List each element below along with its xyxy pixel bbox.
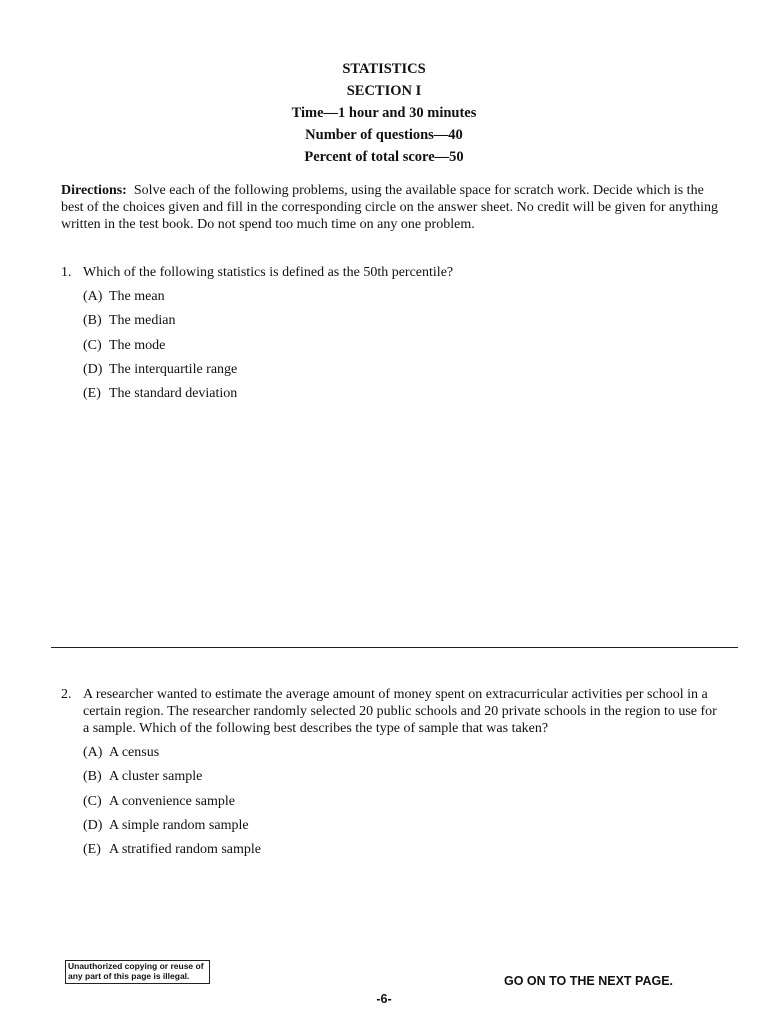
section-divider xyxy=(51,647,738,648)
directions-label: Directions: xyxy=(61,183,127,198)
choice-text: A stratified random sample xyxy=(109,842,262,858)
choice-e xyxy=(83,385,721,409)
choice-text: A census xyxy=(109,745,160,760)
answer-choices xyxy=(83,288,721,409)
question-text: A researcher wanted to estimate the average amount of money spent on extracurricular activities per school in a certain region. The researcher randomly selected 20 public schools and 20 private schools in the region to use for a sample. Which of the following best describes the type of sample that was taken? xyxy=(83,687,717,736)
choice-text: The interquartile range xyxy=(109,361,238,377)
choice-letter: (A) xyxy=(83,289,103,304)
choice-letter: (B) xyxy=(83,769,102,785)
copyright-notice xyxy=(65,960,210,984)
choice-c xyxy=(83,337,721,361)
time-info: Time—1 hour and 30 minutes xyxy=(291,105,477,121)
choice-letter: (C) xyxy=(83,337,102,353)
choice-letter: (E) xyxy=(83,386,101,402)
directions-block xyxy=(61,182,721,233)
choice-text: The standard deviation xyxy=(109,386,238,402)
choice-text: The median xyxy=(109,313,176,329)
answer-choices xyxy=(83,744,721,865)
page-number: -6- xyxy=(376,992,392,1006)
choice-e xyxy=(83,841,721,865)
section-header xyxy=(0,58,768,168)
choice-a xyxy=(83,744,721,768)
choice-text: A convenience sample xyxy=(109,793,235,809)
choice-b xyxy=(83,768,721,792)
question-stem xyxy=(61,686,721,737)
directions-text: Solve each of the following problems, using the available space for scratch work. Decide which is the best of the choices given and fill in the corresponding circle on the answer sheet. No credit will be given for anything written in the test book. Do not spend too much time on any one problem. xyxy=(61,183,719,232)
subject-title: STATISTICS xyxy=(342,61,426,77)
choice-a xyxy=(83,288,721,312)
question-stem xyxy=(61,264,721,281)
choice-b xyxy=(83,312,721,336)
choice-d xyxy=(83,817,721,841)
choice-letter: (D) xyxy=(83,361,103,377)
choice-text: A cluster sample xyxy=(109,769,203,785)
choice-c xyxy=(83,793,721,817)
question-2 xyxy=(61,686,721,865)
question-number: 2. xyxy=(61,687,72,702)
choice-letter: (B) xyxy=(83,313,102,329)
question-1 xyxy=(61,264,721,409)
choice-d xyxy=(83,361,721,385)
next-page-instruction: GO ON TO THE NEXT PAGE. xyxy=(504,974,674,988)
section-title: SECTION I xyxy=(346,83,422,99)
choice-text: The mean xyxy=(109,289,165,304)
notice-line: Unauthorized copying or reuse of xyxy=(68,961,204,971)
choice-letter: (E) xyxy=(83,842,101,858)
choice-text: A simple random sample xyxy=(109,817,249,833)
score-percent-info: Percent of total score—50 xyxy=(304,149,464,165)
question-count-info: Number of questions—40 xyxy=(305,127,463,143)
question-number: 1. xyxy=(61,265,72,280)
choice-text: The mode xyxy=(109,337,166,353)
choice-letter: (C) xyxy=(83,793,102,809)
question-text: Which of the following statistics is defined as the 50th percentile? xyxy=(83,265,454,280)
notice-line: any part of this page is illegal. xyxy=(68,970,190,981)
choice-letter: (D) xyxy=(83,817,103,833)
choice-letter: (A) xyxy=(83,745,103,760)
